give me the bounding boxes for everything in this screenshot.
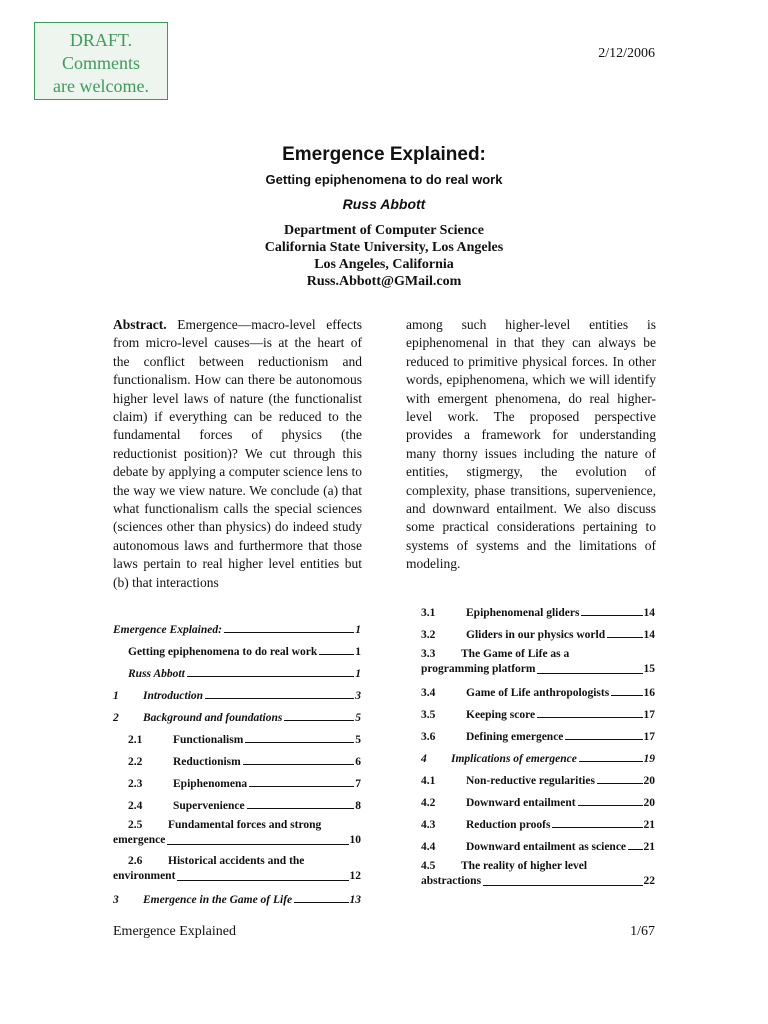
toc-entry-title: Introduction	[143, 690, 204, 702]
toc-entry[interactable]	[113, 746, 361, 768]
toc-entry[interactable]	[421, 699, 655, 721]
toc-entry-title: The reality of higher level	[461, 860, 588, 872]
toc-entry[interactable]	[421, 597, 655, 619]
toc-leader-line	[224, 632, 354, 633]
toc-leader-line	[187, 676, 354, 677]
toc-entry-page: 16	[643, 687, 655, 699]
toc-entry-title: The Game of Life as a	[461, 648, 570, 660]
page-number: 1/67	[630, 924, 655, 939]
abstract-text-right: among such higher-level entities is epiphenomenal in that they can always be reduced to primitive physical forces. In other words, epiphenomena, which we will identify with emergent phenomena, do real higher-level work. The proposed perspective provides a framework for understanding many thorny issues including the nature of entities, stigmergy, the evolution of complexity, phase transitions, supervenience, and downward entailment. We also discuss some practical considerations pertaining to systems of systems and the limitations of modeling.	[406, 317, 656, 572]
toc-entry-title: Game of Life anthropologists	[466, 687, 610, 699]
toc-entry-number: 4.5	[421, 860, 436, 872]
toc-leader-line	[483, 874, 642, 886]
toc-entry-title-cont: environment	[113, 870, 176, 882]
toc-entry-line	[113, 869, 361, 884]
toc-leader-line	[611, 695, 642, 696]
toc-leader-line	[247, 808, 355, 809]
toc-entry-number: 2.5	[128, 819, 143, 831]
toc-entry-title: Downward entailment	[466, 797, 576, 809]
toc-entry-number: 2.4	[128, 800, 143, 812]
toc-entry-title: Reduction proofs	[466, 819, 551, 831]
toc-entry-title: Epiphenomenal gliders	[466, 607, 580, 619]
toc-entry[interactable]	[113, 768, 361, 790]
toc-entry[interactable]	[421, 641, 655, 677]
toc-leader-line	[607, 637, 642, 638]
toc-entry-line	[113, 833, 361, 848]
toc-leader-line	[319, 654, 354, 655]
department: Department of Computer Science	[284, 223, 484, 238]
toc-entry-number: 3.5	[421, 709, 436, 721]
toc-entry-page: 1	[355, 668, 361, 680]
draft-note-line: DRAFT.	[69, 30, 133, 50]
toc-entry-number: 4.1	[421, 775, 436, 787]
toc-entry-line	[421, 647, 655, 662]
city: Los Angeles, California	[314, 257, 454, 272]
toc-entry[interactable]	[113, 702, 361, 724]
toc-entry-line	[421, 859, 655, 874]
toc-left-column	[113, 614, 361, 906]
toc-entry-title: Functionalism	[173, 734, 244, 746]
toc-entry-page: 20	[643, 775, 655, 787]
toc-entry-page: 8	[355, 800, 361, 812]
toc-entry-title: Defining emergence	[466, 731, 564, 743]
toc-entry-title: Historical accidents and the	[168, 855, 305, 867]
author-name: Russ Abbott	[342, 196, 426, 212]
toc-entry-page: 1	[355, 646, 361, 658]
toc-entry-title: Keeping score	[466, 709, 536, 721]
toc-entry-number: 4.2	[421, 797, 436, 809]
toc-entry[interactable]	[421, 831, 655, 853]
affiliation-block	[0, 222, 768, 290]
toc-entry-number: 3.1	[421, 607, 436, 619]
toc-entry-number: 2.2	[128, 756, 143, 768]
toc-entry-line	[128, 818, 361, 833]
toc-entry-line	[421, 662, 655, 677]
toc-leader-line	[579, 761, 643, 762]
toc-entry-title: Russ Abbott	[128, 668, 185, 680]
toc-entry[interactable]	[421, 765, 655, 787]
toc-leader-line	[284, 720, 354, 721]
toc-entry[interactable]	[421, 677, 655, 699]
toc-entry-number: 3.4	[421, 687, 436, 699]
toc-entry[interactable]	[113, 724, 361, 746]
toc-entry-title: Epiphenomena	[173, 778, 248, 790]
toc-leader-line	[294, 902, 348, 903]
toc-entry-number: 2	[113, 712, 119, 724]
toc-leader-line	[245, 742, 354, 743]
toc-entry-line	[128, 854, 361, 869]
toc-entry-title: Emergence in the Game of Life	[143, 894, 293, 906]
toc-entry-page: 5	[355, 734, 361, 746]
toc-entry-page: 14	[643, 607, 655, 619]
toc-leader-line	[537, 662, 642, 674]
toc-entry-page: 6	[355, 756, 361, 768]
toc-leader-line	[243, 764, 355, 765]
email: Russ.Abbott@GMail.com	[306, 274, 462, 289]
toc-entry-title: Non-reductive regularities	[466, 775, 595, 787]
toc-entry-number: 3.6	[421, 731, 436, 743]
university: California State University, Los Angeles	[264, 240, 504, 255]
toc-entry[interactable]	[421, 743, 655, 765]
toc-entry[interactable]	[113, 884, 361, 906]
toc-entry-title-cont: emergence	[113, 834, 166, 846]
toc-entry-number: 2.6	[128, 855, 143, 867]
toc-entry[interactable]	[421, 787, 655, 809]
toc-entry-page: 20	[643, 797, 655, 809]
toc-entry-page: 17	[643, 731, 655, 743]
toc-entry[interactable]	[421, 809, 655, 831]
toc-entry[interactable]	[113, 658, 361, 680]
toc-entry-page: 1	[355, 624, 361, 636]
toc-entry-number: 4.4	[421, 841, 436, 853]
toc-leader-line	[565, 739, 642, 740]
toc-entry-number: 2.1	[128, 734, 143, 746]
toc-entry-number: 3.2	[421, 629, 436, 641]
toc-entry[interactable]	[421, 721, 655, 743]
toc-entry-page: 15	[643, 663, 655, 675]
toc-leader-line	[628, 849, 642, 850]
toc-entry-page: 5	[355, 712, 361, 724]
toc-entry-title: Emergence Explained:	[113, 624, 222, 636]
toc-entry-page: 3	[355, 690, 361, 702]
draft-note-box	[34, 22, 168, 100]
toc-entry-page: 22	[643, 875, 655, 887]
toc-leader-line	[537, 717, 642, 718]
toc-entry[interactable]	[113, 636, 361, 658]
toc-leader-line	[552, 827, 642, 828]
toc-entry-number: 4	[421, 753, 427, 765]
paper-title: Emergence Explained:	[282, 144, 486, 165]
toc-entry-page: 7	[355, 778, 361, 790]
toc-entry-page: 12	[349, 870, 361, 882]
toc-entry[interactable]	[113, 680, 361, 702]
toc-leader-line	[597, 783, 643, 784]
toc-entry-number: 3.3	[421, 648, 436, 660]
toc-entry-page: 19	[643, 753, 655, 765]
toc-entry-title: Gliders in our physics world	[466, 629, 606, 641]
toc-entry-title-cont: abstractions	[421, 875, 482, 887]
document-date: 2/12/2006	[598, 46, 655, 61]
toc-entry-title: Reductionism	[173, 756, 241, 768]
toc-entry-title: Downward entailment as science	[466, 841, 627, 853]
toc-entry-title: Supervenience	[173, 800, 245, 812]
toc-entry-title: Getting epiphenomena to do real work	[128, 646, 318, 658]
abstract-left-column	[113, 316, 362, 592]
abstract-text-left: Emergence—macro-level effects from micro-level causes—is at the heart of the conflict between reductionism and functionalism. How can there be autonomous higher level laws of nature (the functionalist claim) if everything can be reduced to the fundamental forces of physics (the reductionist position)? We cut through this debate by applying a computer science lens to the way we view nature. We conclude (a) that what functionalism calls the special sciences (sciences other than physics) do indeed study autonomous laws and furthermore that those laws pertain to real higher level entities but (b) that interactions	[113, 317, 362, 590]
toc-leader-line	[205, 698, 354, 699]
toc-entry-page: 21	[643, 841, 655, 853]
toc-entry-page: 21	[643, 819, 655, 831]
toc-entry[interactable]	[113, 848, 361, 884]
toc-entry-page: 13	[349, 894, 361, 906]
toc-entry-title: Background and foundations	[143, 712, 283, 724]
toc-entry-number: 2.3	[128, 778, 143, 790]
toc-entry-number: 3	[113, 894, 119, 906]
toc-entry-page: 14	[643, 629, 655, 641]
toc-entry-title-cont: programming platform	[421, 663, 536, 675]
toc-entry[interactable]	[113, 790, 361, 812]
toc-leader-line	[167, 833, 348, 845]
toc-entry-line	[421, 874, 655, 889]
abstract-label: Abstract.	[113, 317, 167, 332]
toc-entry-title: Implications of emergence	[451, 753, 577, 765]
toc-entry[interactable]	[113, 812, 361, 848]
toc-entry-page: 10	[349, 834, 361, 846]
draft-note-line: Comments	[61, 53, 140, 73]
toc-entry[interactable]	[421, 619, 655, 641]
toc-entry-number: 1	[113, 690, 119, 702]
toc-leader-line	[177, 869, 348, 881]
toc-right-column	[421, 597, 655, 889]
abstract-right-column	[406, 316, 656, 574]
toc-entry[interactable]	[113, 614, 361, 636]
toc-entry-page: 17	[643, 709, 655, 721]
toc-entry-title: Fundamental forces and strong	[168, 819, 322, 831]
paper-subtitle: Getting epiphenomena to do real work	[265, 172, 503, 187]
toc-leader-line	[578, 805, 643, 806]
toc-entry-number: 4.3	[421, 819, 436, 831]
toc-leader-line	[249, 786, 354, 787]
toc-entry[interactable]	[421, 853, 655, 889]
footer-title: Emergence Explained	[113, 924, 236, 939]
toc-leader-line	[581, 615, 642, 616]
draft-note-line: are welcome.	[53, 76, 149, 96]
